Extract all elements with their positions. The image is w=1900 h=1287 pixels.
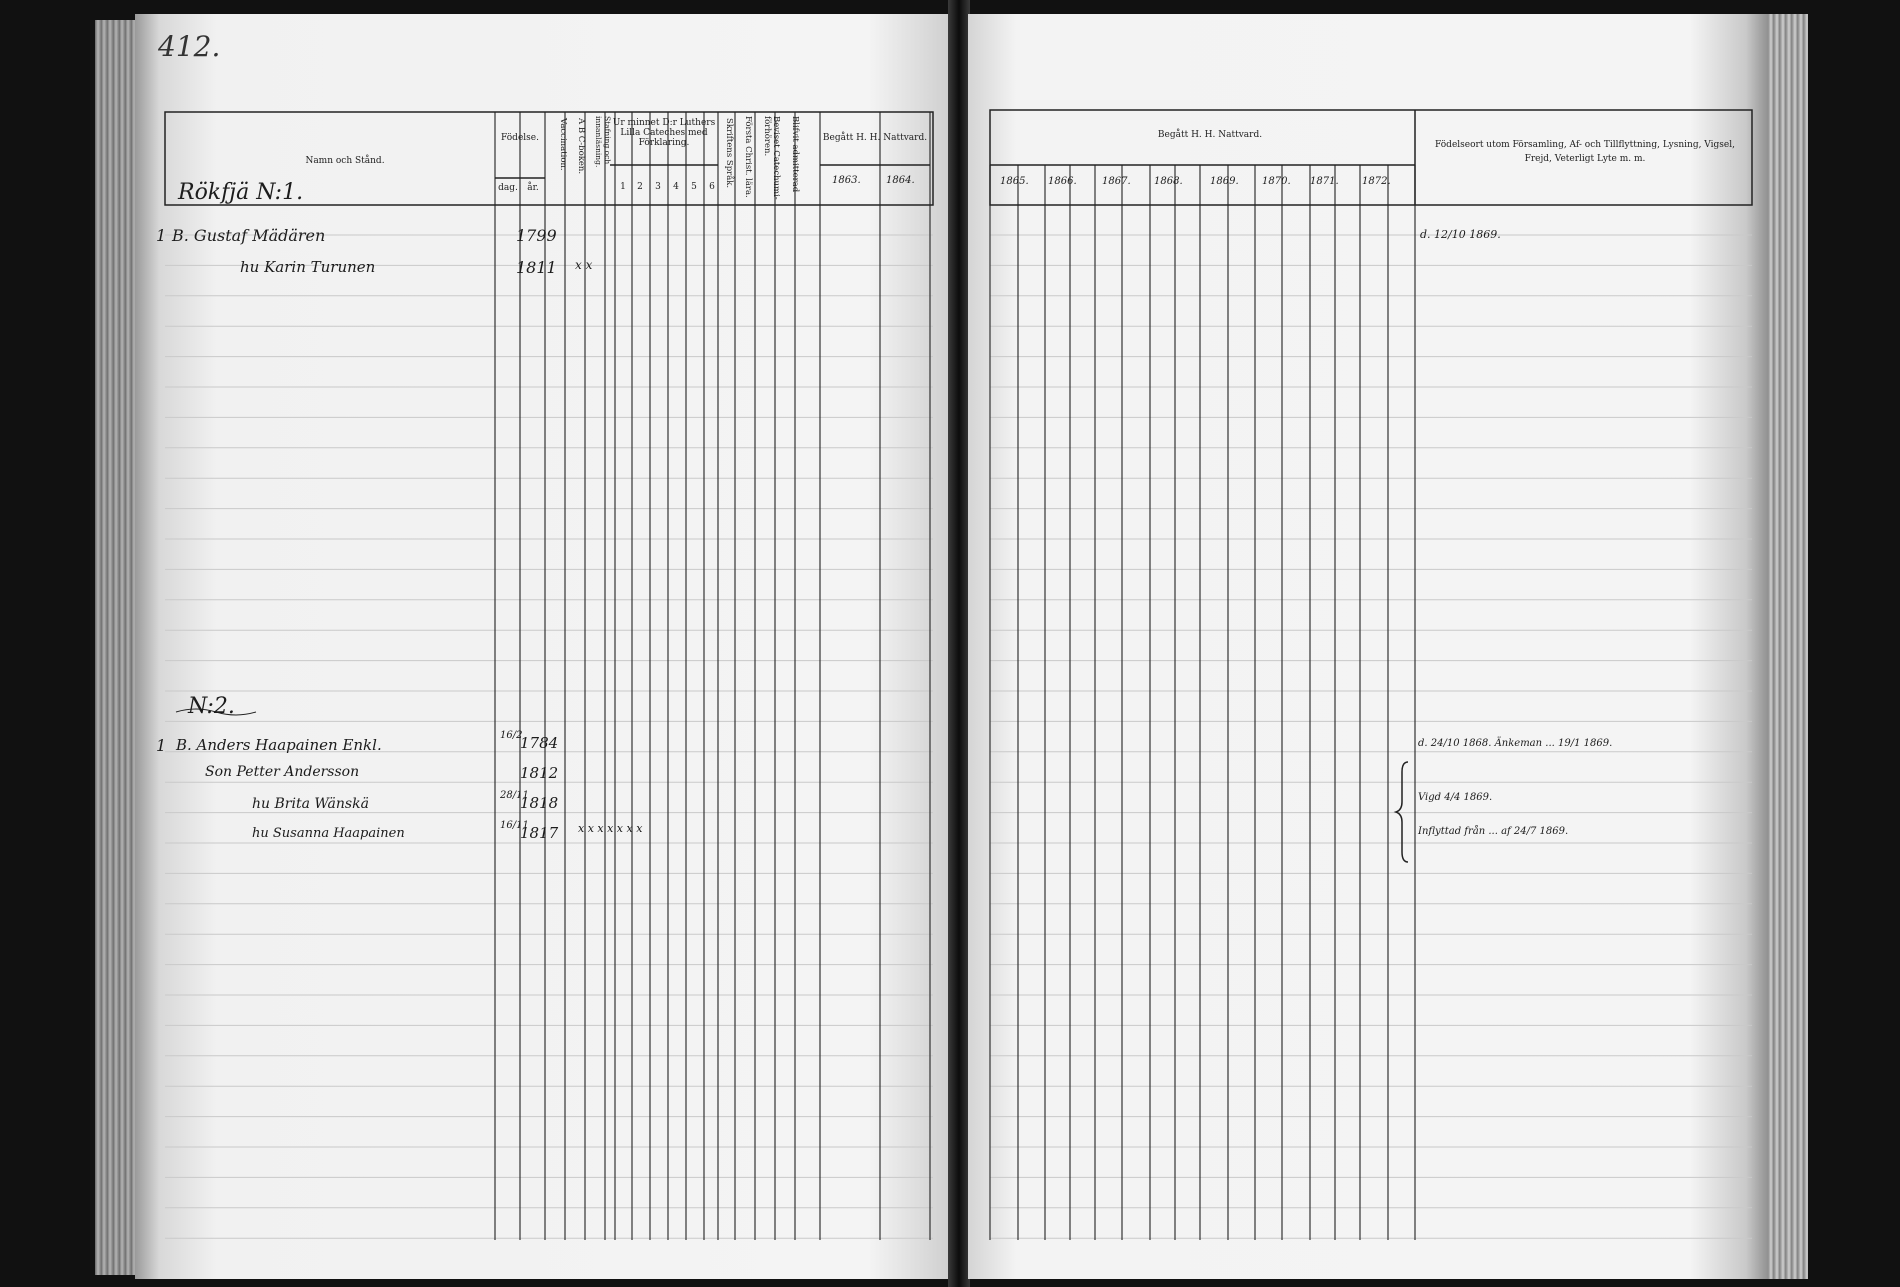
luther-col-3: 3 <box>655 182 661 192</box>
header-christ: Första Christ. lära. <box>743 116 753 198</box>
header-luther: Ur minnet D:r Luthers Lilla Cateches med Förklaring. <box>612 118 716 148</box>
header-abc-book: A B C-boken. <box>576 118 586 175</box>
header-day: dag. <box>498 183 518 193</box>
entry2-day: 16/2 <box>500 730 523 741</box>
heading-rokfja-1: Rökfjä N:1. <box>178 180 304 205</box>
header-birth: Födelse. <box>501 133 539 143</box>
entry2-wife: hu Brita Wänskä <box>252 796 369 812</box>
luther-col-5: 5 <box>691 182 697 192</box>
year-1870: 1870. <box>1262 176 1291 187</box>
entry2-wife2: hu Susanna Haapainen <box>252 826 405 841</box>
entry2-note2: Vigd 4/4 1869. <box>1418 792 1493 803</box>
entry2-name: B. Anders Haapainen Enkl. <box>176 736 382 754</box>
header-year: år. <box>527 183 539 193</box>
header-begatt-right: Begått H. H. Nattvard. <box>1157 130 1263 140</box>
entry2-son-year: 1812 <box>520 764 559 782</box>
heading-no-2: N:2. <box>188 694 235 719</box>
entry1-year: 1799 <box>516 226 557 245</box>
header-catech: Beviset Catechumi-förhören. <box>762 116 781 200</box>
year-1864: 1864. <box>886 175 915 186</box>
header-notes: Födelseort utom Församling, Af- och Tillflyttning, Lysning, Vigsel, Frejd, Veterligt Lyte m. m. <box>1435 140 1735 164</box>
header-begatt-left: Begått H. H. Nattvard. <box>822 133 928 143</box>
page-number: 412. <box>158 30 221 63</box>
luther-col-2: 2 <box>637 182 643 192</box>
year-1868: 1868. <box>1154 176 1183 187</box>
entry2-wife2-year: 1817 <box>520 824 559 842</box>
year-1867: 1867. <box>1102 176 1131 187</box>
entry1-wife-year: 1811 <box>516 258 557 277</box>
entry2-wife2-day: 16/11 <box>500 820 529 831</box>
luther-col-6: 6 <box>709 182 715 192</box>
year-1869: 1869. <box>1210 176 1239 187</box>
entry2-wife-year: 1818 <box>520 794 559 812</box>
header-stafning: Stafning och innanläsning. <box>594 116 612 168</box>
entry2-xmarks: x x x x x x x <box>578 822 643 835</box>
entry2-son: Son Petter Andersson <box>205 764 360 780</box>
brace <box>1396 762 1408 862</box>
entry2-year: 1784 <box>520 734 559 752</box>
year-1866: 1866. <box>1048 176 1077 187</box>
entry2-note3: Inflyttad från ... af 24/7 1869. <box>1418 826 1569 837</box>
entry1-wife: hu Karin Turunen <box>240 258 376 276</box>
header-admit: Blifvit admitterad <box>790 116 800 193</box>
entry1-name: B. Gustaf Mädären <box>172 226 326 245</box>
header-name-stand: Namn och Stånd. <box>305 156 385 166</box>
luther-col-1: 1 <box>620 182 626 192</box>
luther-col-4: 4 <box>673 182 679 192</box>
entry1-marks: x x <box>575 258 593 272</box>
year-1865: 1865. <box>1000 176 1029 187</box>
header-vaccination: Vaccination. <box>558 118 568 171</box>
entry1-note: d. 12/10 1869. <box>1420 228 1501 241</box>
entry1-number: 1 <box>156 226 167 245</box>
year-1863: 1863. <box>832 175 861 186</box>
entry2-number: 1 <box>156 736 167 755</box>
entry2-note1: d. 24/10 1868. Änkeman ... 19/1 1869. <box>1418 738 1613 749</box>
year-1871: 1871. <box>1310 176 1339 187</box>
year-1872: 1872. <box>1362 176 1391 187</box>
entry2-wife-day: 28/11 <box>500 790 529 801</box>
header-skrift: Skriftens Språk. <box>724 118 734 189</box>
